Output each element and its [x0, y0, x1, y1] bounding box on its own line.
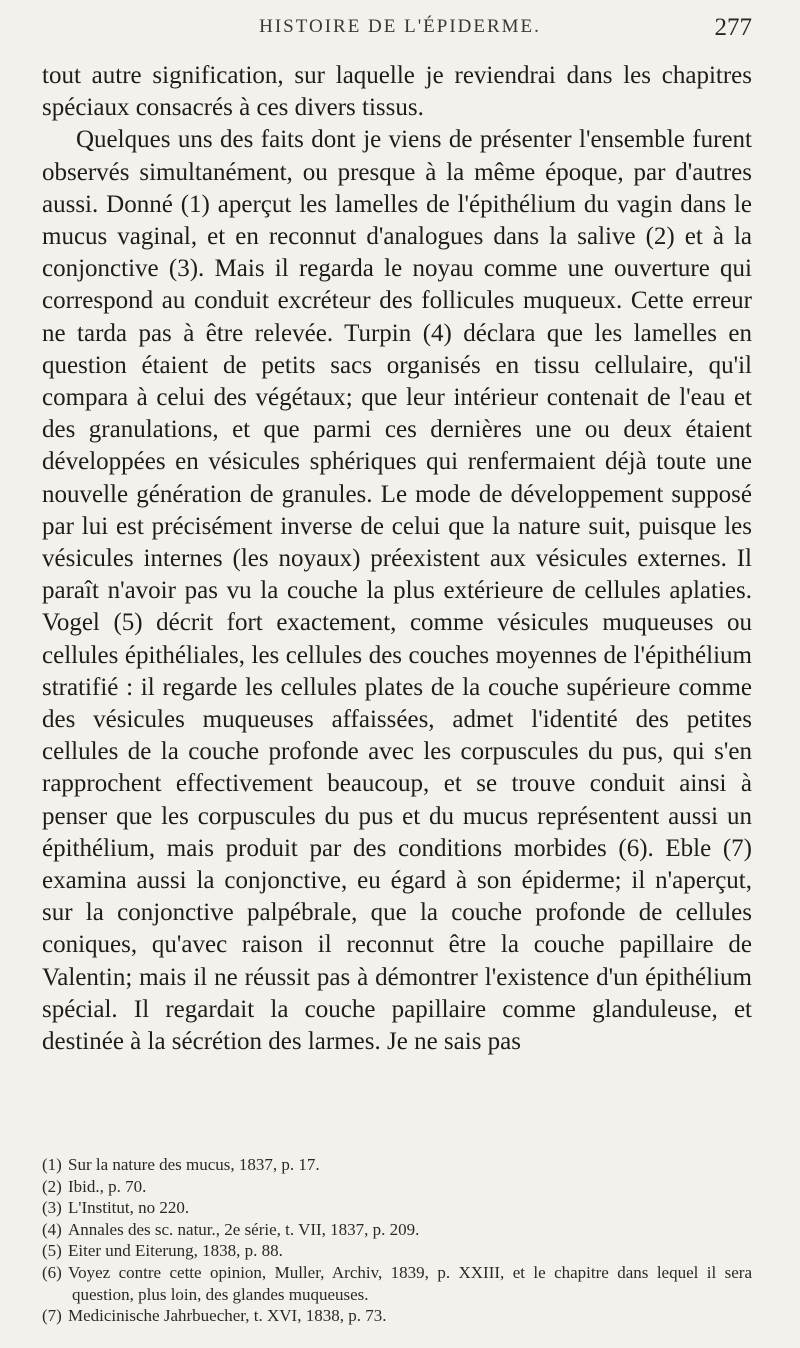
footnote-5 — [42, 1240, 752, 1262]
footnote-text: Annales des sc. natur., 2e série, t. VII, 1837, p. 209. — [68, 1219, 420, 1239]
footnote-2 — [42, 1176, 752, 1198]
footnote-mark: (3) — [42, 1198, 62, 1218]
paragraph-continuation: tout autre signification, sur laquelle je reviendrai dans les chapitres spéciaux consacrés à ces divers tissus. — [42, 62, 752, 122]
footnote-text: Ibid., p. 70. — [68, 1176, 147, 1196]
paragraph-main: Quelques uns des faits dont je viens de présenter l'ensemble furent observés simultanément, ou presque à la même époque, par d'autres aussi. Donné (1) aperçut les lamelles de l'épithélium du vagin dans le mucus vaginal, et en reconnut d'analogues dans la salive (2) et à la conjonctive (3). Mais il regarda le noyau comme une ouverture qui correspond au conduit excréteur des follicules muqueux. Cette erreur ne tarda pas à être relevée. Turpin (4) déclara que les lamelles en question étaient de petits sacs organisés en tissu cellulaire, qu'il compara à celui des végétaux; que leur intérieur contenait de l'eau et des granulations, et que parmi ces dernières une ou deux étaient développées en vésicules sphériques qui renfermaient déjà toute une nouvelle génération de granules. Le mode de développement supposé par lui est précisément inverse de celui que la nature suit, puisque les vésicules internes (les noyaux) préexistent aux vésicules externes. Il paraît n'avoir pas vu la couche la plus extérieure de cellules aplaties. Vogel (5) décrit fort exactement, comme vésicules muqueuses ou cellules épithéliales, les cellules des couches moyennes de l'épithélium stratifié : il regarde les cellules plates de la couche supérieure comme des vésicules muqueuses affaissées, admet l'identité des petites cellules de la couche profonde avec les corpuscules du pus, qui s'en rapprochent effectivement beaucoup, et se trouve conduit ainsi à penser que les corpuscules du pus et du mucus représentent aussi un épithélium, mais produit par des conditions morbides (6). Eble (7) examina aussi la conjonctive, eu égard à son épiderme; il n'aperçut, sur la conjonctive palpébrale, que la couche profonde de cellules coniques, qu'avec raison il reconnut être la couche papillaire de Valentin; mais il ne réussit pas à démontrer l'existence d'un épithélium spécial. Il regardait la couche papillaire comme glanduleuse, et destinée à la sécrétion des larmes. Je ne sais pas — [42, 126, 752, 1056]
footnote-text: L'Institut, no 220. — [68, 1198, 190, 1218]
footnote-mark: (2) — [42, 1176, 62, 1196]
footnote-mark: (5) — [42, 1241, 62, 1261]
footnote-mark: (1) — [42, 1155, 62, 1174]
footnote-text: Eiter und Eiterung, 1838, p. 88. — [68, 1241, 283, 1261]
body-text — [42, 60, 752, 1058]
footnote-mark: (6) — [42, 1262, 62, 1282]
running-head — [0, 16, 800, 56]
footnote-1 — [42, 1154, 752, 1176]
footnote-mark: (7) — [42, 1306, 62, 1326]
footnote-3 — [42, 1197, 752, 1219]
footnote-text: Sur la nature des mucus, 1837, p. 17. — [68, 1155, 320, 1174]
footnote-4 — [42, 1219, 752, 1241]
page-number: 277 — [714, 14, 752, 41]
footnote-text: Voyez contre cette opinion, Muller, Archiv, 1839, p. XXIII, et le chapitre dans lequel il sera question, plus loin, des glandes muqueuses. — [68, 1262, 752, 1304]
footnote-7 — [42, 1305, 752, 1327]
footnote-mark: (4) — [42, 1219, 62, 1239]
footnotes — [42, 1154, 752, 1327]
running-title: HISTOIRE DE L'ÉPIDERME. — [259, 16, 541, 37]
footnote-6 — [42, 1262, 752, 1305]
footnote-text: Medicinische Jahrbuecher, t. XVI, 1838, p. 73. — [68, 1306, 387, 1326]
